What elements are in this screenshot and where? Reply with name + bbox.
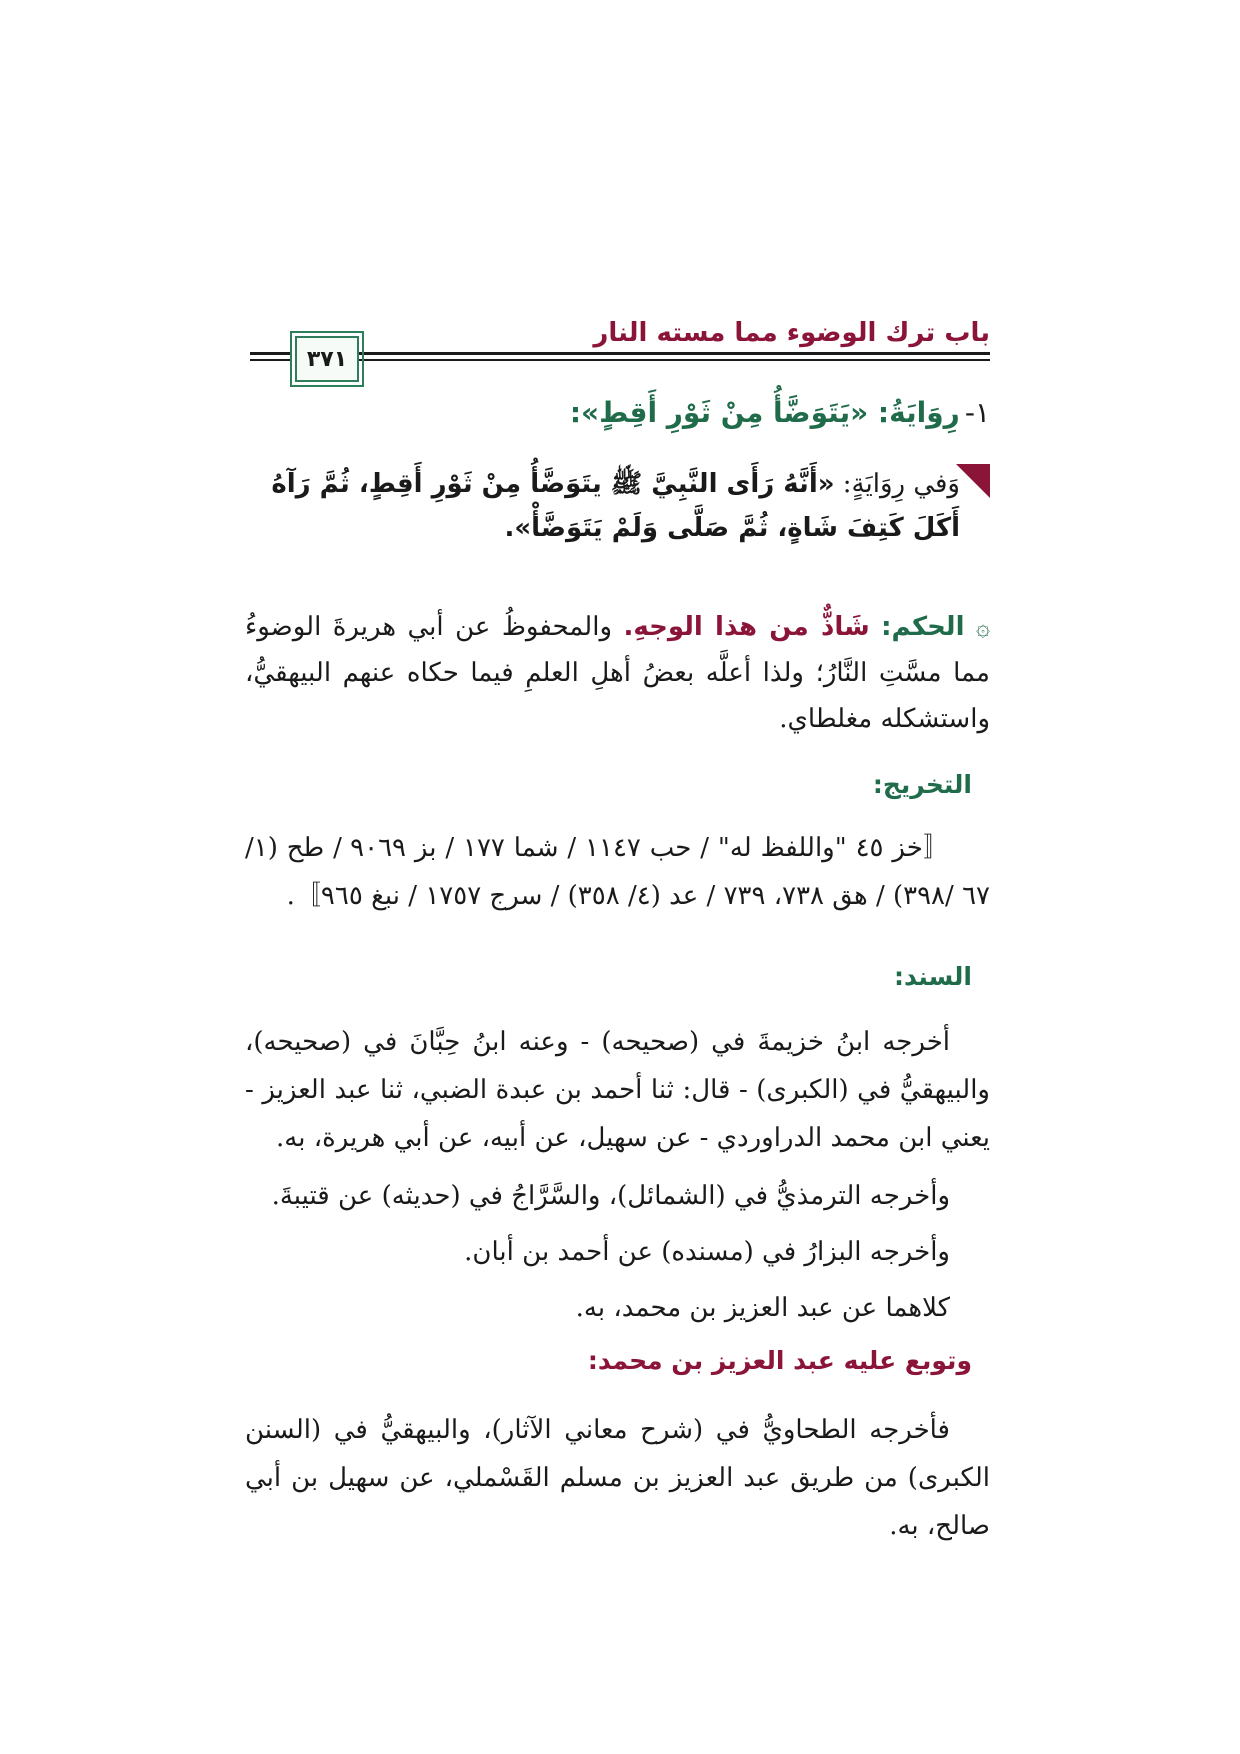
quote-corner-ornament <box>956 464 990 498</box>
header-rule-left <box>250 352 292 364</box>
sanad-paragraph-3: وأخرجه البزارُ في (مسنده) عن أحمد بن أبان. <box>464 1237 950 1267</box>
sanad-heading-row <box>227 962 972 991</box>
mutaba-paragraph-1: فأخرجه الطحاويُّ في (شرح معاني الآثار)، والبيهقيُّ في (السنن الكبرى) من طريق عبد العزيز بن مسلم القَسْملي، عن سهيل بن أبي صالح، به. <box>245 1415 990 1541</box>
mutaba-heading: وتوبع عليه عبد العزيز بن محمد: <box>587 1346 972 1375</box>
sanad-paragraph-2: وأخرجه الترمذيُّ في (الشمائل)، والسَّرَّاجُ في (حديثه) عن قتيبةَ. <box>271 1181 950 1211</box>
verdict-ruling: شَاذٌّ من هذا الوجهِ. <box>623 612 870 642</box>
takhrij-heading-row <box>227 770 972 799</box>
sanad-paragraph-1: أخرجه ابنُ خزيمةَ في (صحيحه) - وعنه ابنُ حِبَّانَ في (صحيحه)، والبيهقيُّ في (الكبرى) - قال: ثنا أحمد بن عبدة الضبي، ثنا عبد العزيز - يعني ابن محمد الدراوردي - عن سهيل، عن أبيه، عن أبي هريرة، به. <box>245 1027 990 1153</box>
sanad-heading: السند: <box>893 962 972 991</box>
section-number: ١- <box>964 396 990 429</box>
verdict-text: والمحفوظُ عن أبي هريرةَ الوضوءُ مما مسَّتِ النَّارُ؛ ولذا أعلَّه بعضُ أهلِ العلمِ فيما حكاه عنهم البيهقيُّ، واستشكله مغلطاي. <box>245 612 990 734</box>
header-rule <box>345 352 990 364</box>
sanad-paragraph-4: كلاهما عن عبد العزيز بن محمد، به. <box>575 1293 950 1323</box>
section-heading <box>245 396 990 429</box>
chapter-title: باب ترك الوضوء مما مسته النار <box>593 318 990 348</box>
narration-text: «أَنَّهُ رَأَى النَّبِيَّ ﷺ يتَوَضَّأُ مِنْ ثَوْرِ أَقِطٍ، ثُمَّ رَآهُ أَكَلَ كَتِفَ شَاةٍ، ثُمَّ صَلَّى وَلَمْ يَتَوَضَّأْ». <box>271 469 960 543</box>
mutaba-heading-row <box>227 1346 972 1375</box>
narration-lead: وَفي رِوَايَةٍ: <box>834 469 960 499</box>
section-title: رِوَايَةُ: «يَتَوَضَّأُ مِنْ ثَوْرِ أَقِطٍ»: <box>569 396 960 429</box>
page-number: ٣٧١ <box>295 336 359 382</box>
verdict-label: الحكم: <box>881 612 965 642</box>
takhrij-heading: التخريج: <box>872 770 972 799</box>
takhrij-text: 〚خز ٤٥ "واللفظ له" / حب ١١٤٧ / شما ١٧٧ / بز ٩٠٦٩ / طح (١/ ٦٧ /٣٩٨) / هق ٧٣٨، ٧٣٩ / عد (٤/ ٣٥٨) / سرج ١٧٥٧ / نبغ ٩٦٥〛. <box>245 833 990 911</box>
verdict <box>245 604 990 742</box>
flower-ornament-icon: ۞ <box>975 613 991 641</box>
narration <box>245 462 960 550</box>
